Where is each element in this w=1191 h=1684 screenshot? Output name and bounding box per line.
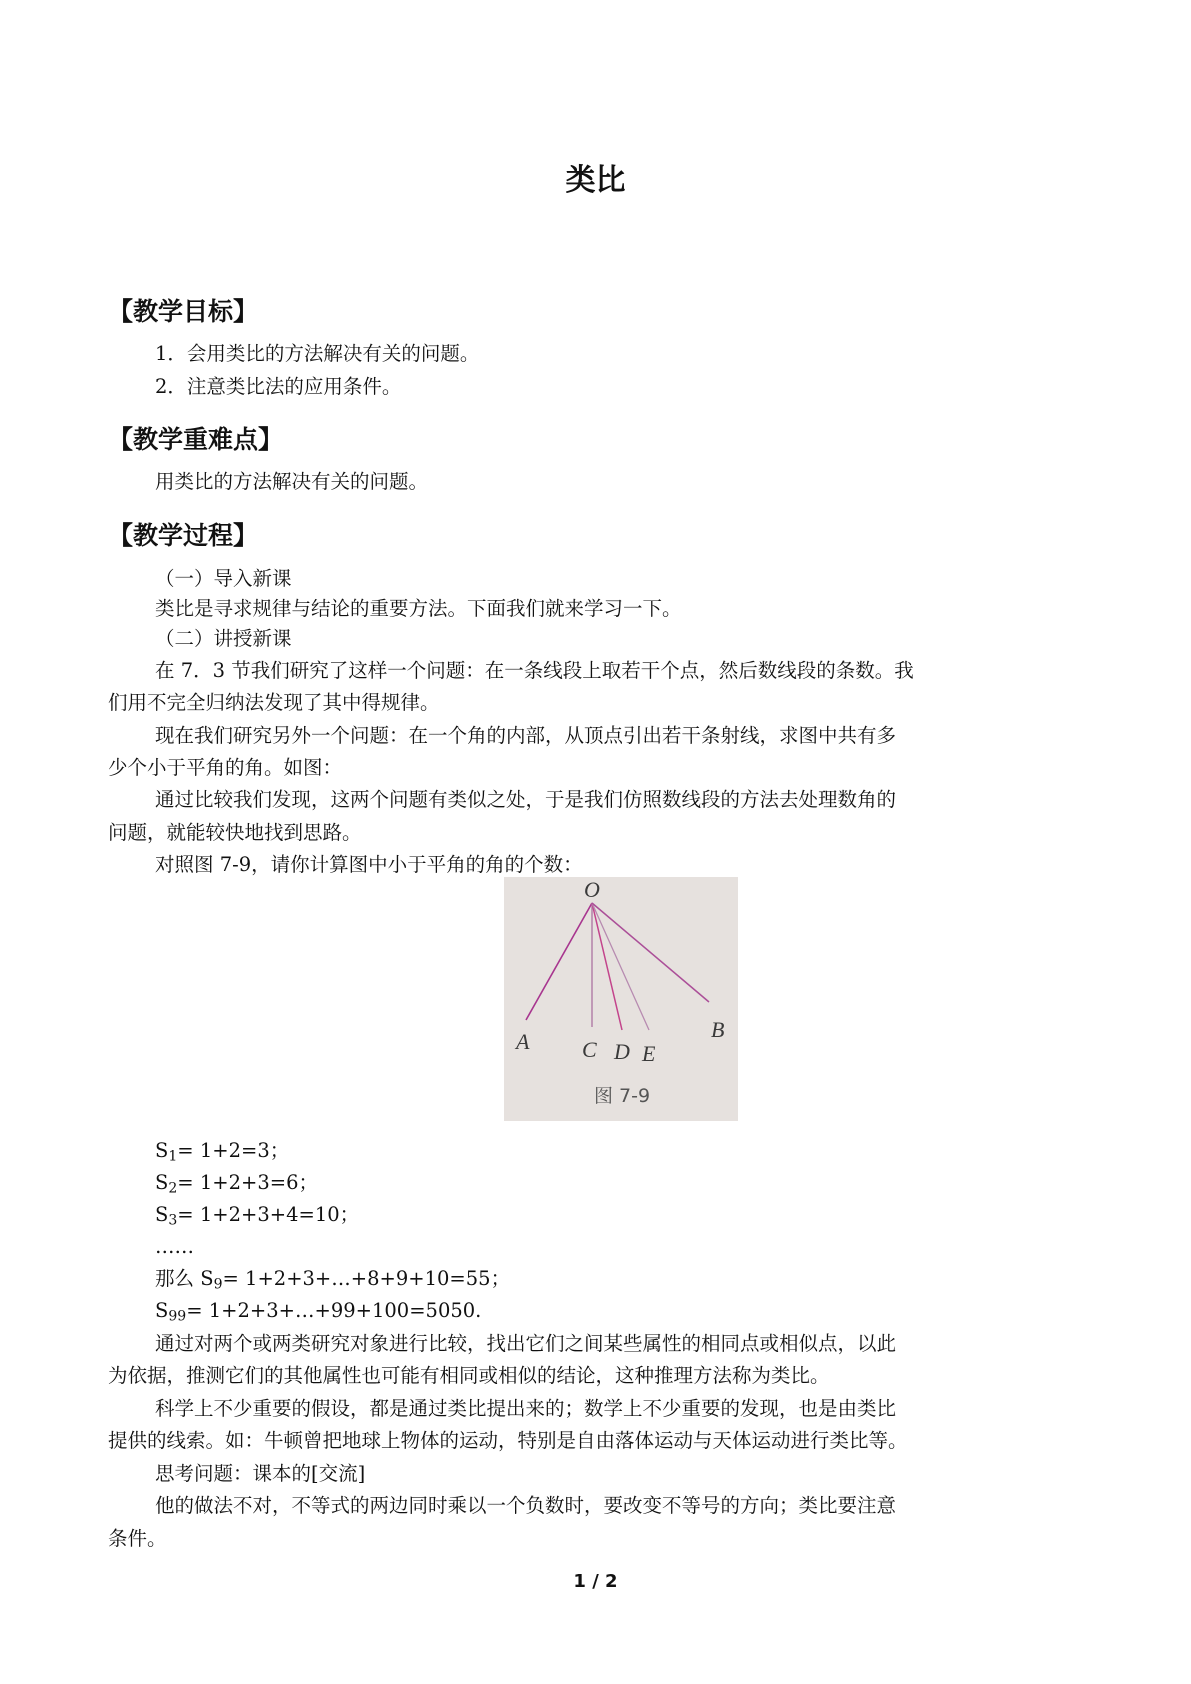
figure-7-9 <box>504 877 738 1121</box>
label-o: O <box>584 877 600 902</box>
part1-title: （一）导入新课 <box>155 567 292 590</box>
para5-line2: 为依据，推测它们的其他属性也可能有相同或相似的结论，这种推理方法称为类比。 <box>108 1364 830 1387</box>
part1-text: 类比是寻求规律与结论的重要方法。下面我们就来学习一下。 <box>155 597 682 620</box>
section-heading-objectives: 【教学目标】 <box>108 297 259 326</box>
formula-s1: $S_1= 1+2=3$； <box>155 1139 290 1165</box>
page-number: 1 / 2 <box>573 1571 618 1592</box>
para1-line1: 在 7．3 节我们研究了这样一个问题：在一条线段上取若干个点，然后数线段的条数。我 <box>155 659 914 682</box>
figure-7-9-drawing <box>504 877 738 1121</box>
formula-ellipsis: …… <box>155 1235 194 1258</box>
label-a: A <box>516 1029 530 1054</box>
part2-title: （二）讲授新课 <box>155 627 292 650</box>
formula-s2: $S_2= 1+2+3=6$； <box>155 1171 318 1197</box>
para3-line1: 通过比较我们发现，这两个问题有类似之处，于是我们仿照数线段的方法去处理数角的 <box>155 788 897 811</box>
ray-oe <box>592 903 649 1030</box>
formula-s3: $S_3= 1+2+3+4=10$； <box>155 1203 360 1229</box>
para6-line1: 科学上不少重要的假设，都是通过类比提出来的；数学上不少重要的发现，也是由类比 <box>155 1397 897 1420</box>
para6-line2: 提供的线索。如：牛顿曾把地球上物体的运动，特别是自由落体运动与天体运动进行类比等。 <box>108 1429 908 1452</box>
ray-ob <box>592 903 709 1002</box>
para7: 思考问题：课本的[交流] <box>155 1462 366 1485</box>
label-b: B <box>711 1017 725 1042</box>
ray-od <box>592 903 622 1030</box>
para4: 对照图 7-9，请你计算图中小于平角的角的个数： <box>155 853 583 876</box>
page-title: 类比 <box>565 163 626 198</box>
figure-caption: 图 7-9 <box>594 1085 651 1107</box>
para1-line2: 们用不完全归纳法发现了其中得规律。 <box>108 691 440 714</box>
label-e: E <box>642 1041 656 1066</box>
objective-item-1: 1．会用类比的方法解决有关的问题。 <box>155 342 480 365</box>
objective-item-2: 2．注意类比法的应用条件。 <box>155 375 402 398</box>
section-heading-process: 【教学过程】 <box>108 521 259 550</box>
ray-oa <box>526 903 592 1020</box>
para3-line2: 问题，就能较快地找到思路。 <box>108 821 362 844</box>
para5-line1: 通过对两个或两类研究对象进行比较，找出它们之间某些属性的相同点或相似点，以此 <box>155 1332 897 1355</box>
label-c: C <box>582 1037 597 1062</box>
keypoints-text: 用类比的方法解决有关的问题。 <box>155 470 429 493</box>
para2-line1: 现在我们研究另外一个问题：在一个角的内部，从顶点引出若干条射线，求图中共有多 <box>155 724 897 747</box>
label-d: D <box>614 1039 630 1064</box>
formula-s9: 那么 $S_9=$ 1+2+3+…+8+9+10=55； <box>155 1267 511 1293</box>
section-heading-keypoints: 【教学重难点】 <box>108 425 284 454</box>
para8-line1: 他的做法不对，不等式的两边同时乘以一个负数时，要改变不等号的方向；类比要注意 <box>155 1494 897 1517</box>
para2-line2: 少个小于平角的角。如图： <box>108 756 343 779</box>
formula-s99: $S_{99}=$ 1+2+3+…+99+100=5050. <box>155 1299 482 1325</box>
para8-line2: 条件。 <box>108 1527 167 1550</box>
